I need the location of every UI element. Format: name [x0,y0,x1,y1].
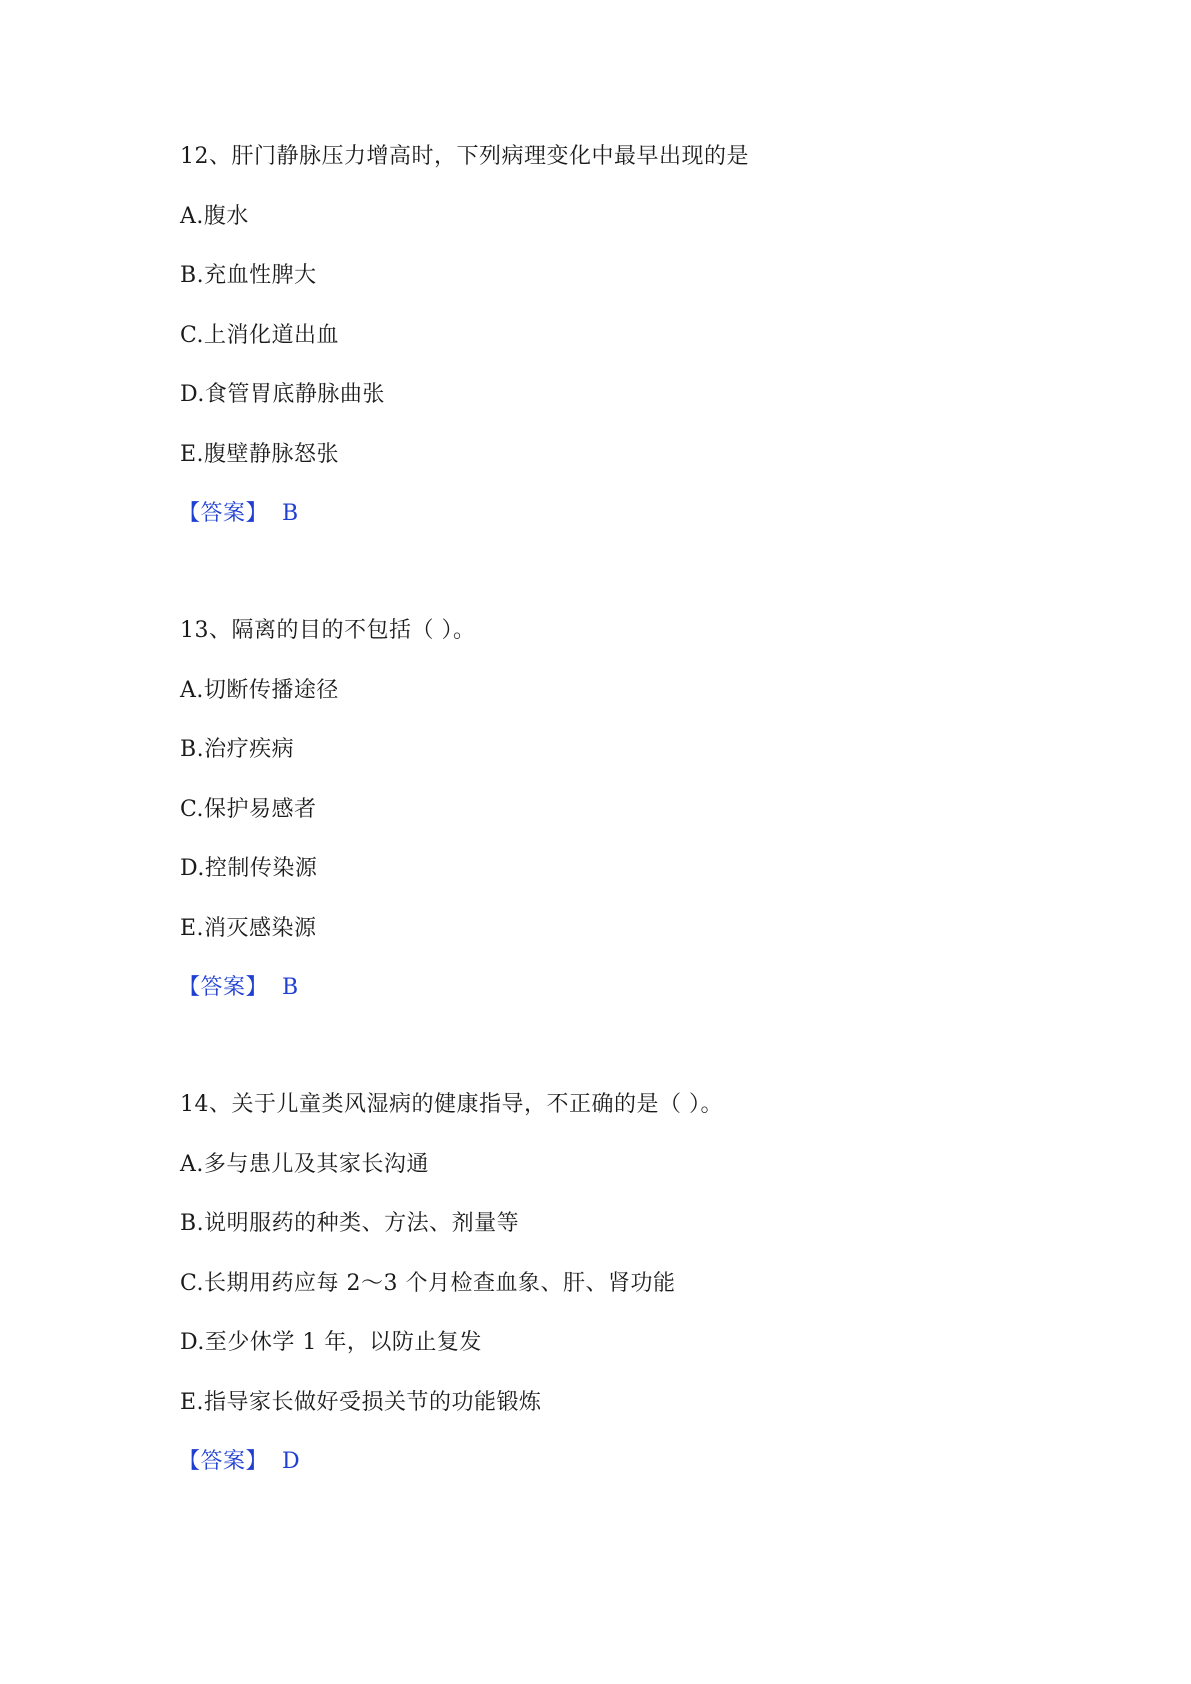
option-e: E.消灭感染源 [180,915,317,941]
answer-line [178,1447,1080,1507]
option-a: A.腹水 [180,203,249,229]
option-d: D.食管胃底静脉曲张 [180,382,385,407]
option-c: C.保护易感者 [180,796,317,822]
option-b: B.充血性脾大 [180,263,317,288]
option-c: C.上消化道出血 [180,322,340,348]
option-a: A.切断传播途径 [180,677,339,703]
answer-line [178,499,1080,559]
question-stem: 12、肝门静脉压力增高时，下列病理变化中最早出现的是 [180,144,749,169]
option-b: B.说明服药的种类、方法、剂量等 [180,1211,520,1236]
question-13 [180,616,1080,1033]
answer-value: D [282,1449,301,1474]
answer-value: B [282,975,299,1000]
answer-label: 【答案】 [178,1449,269,1474]
answer-line [178,973,1080,1033]
option-e: E.指导家长做好受损关节的功能锻炼 [180,1389,542,1415]
question-stem: 14、关于儿童类风湿病的健康指导，不正确的是（ ）。 [180,1092,723,1117]
option-d: D.至少休学 1 年，以防止复发 [180,1330,482,1355]
question-14 [180,1090,1080,1507]
answer-value: B [282,501,299,526]
option-a: A.多与患儿及其家长沟通 [180,1151,429,1177]
question-stem: 13、隔离的目的不包括（ ）。 [180,618,476,643]
question-12 [180,142,1080,559]
option-d: D.控制传染源 [180,856,318,881]
option-e: E.腹壁静脉怒张 [180,441,340,467]
answer-label: 【答案】 [178,975,269,1000]
option-b: B.治疗疾病 [180,737,295,762]
option-c: C.长期用药应每 2～3 个月检查血象、肝、肾功能 [180,1270,676,1296]
answer-label: 【答案】 [178,501,269,526]
